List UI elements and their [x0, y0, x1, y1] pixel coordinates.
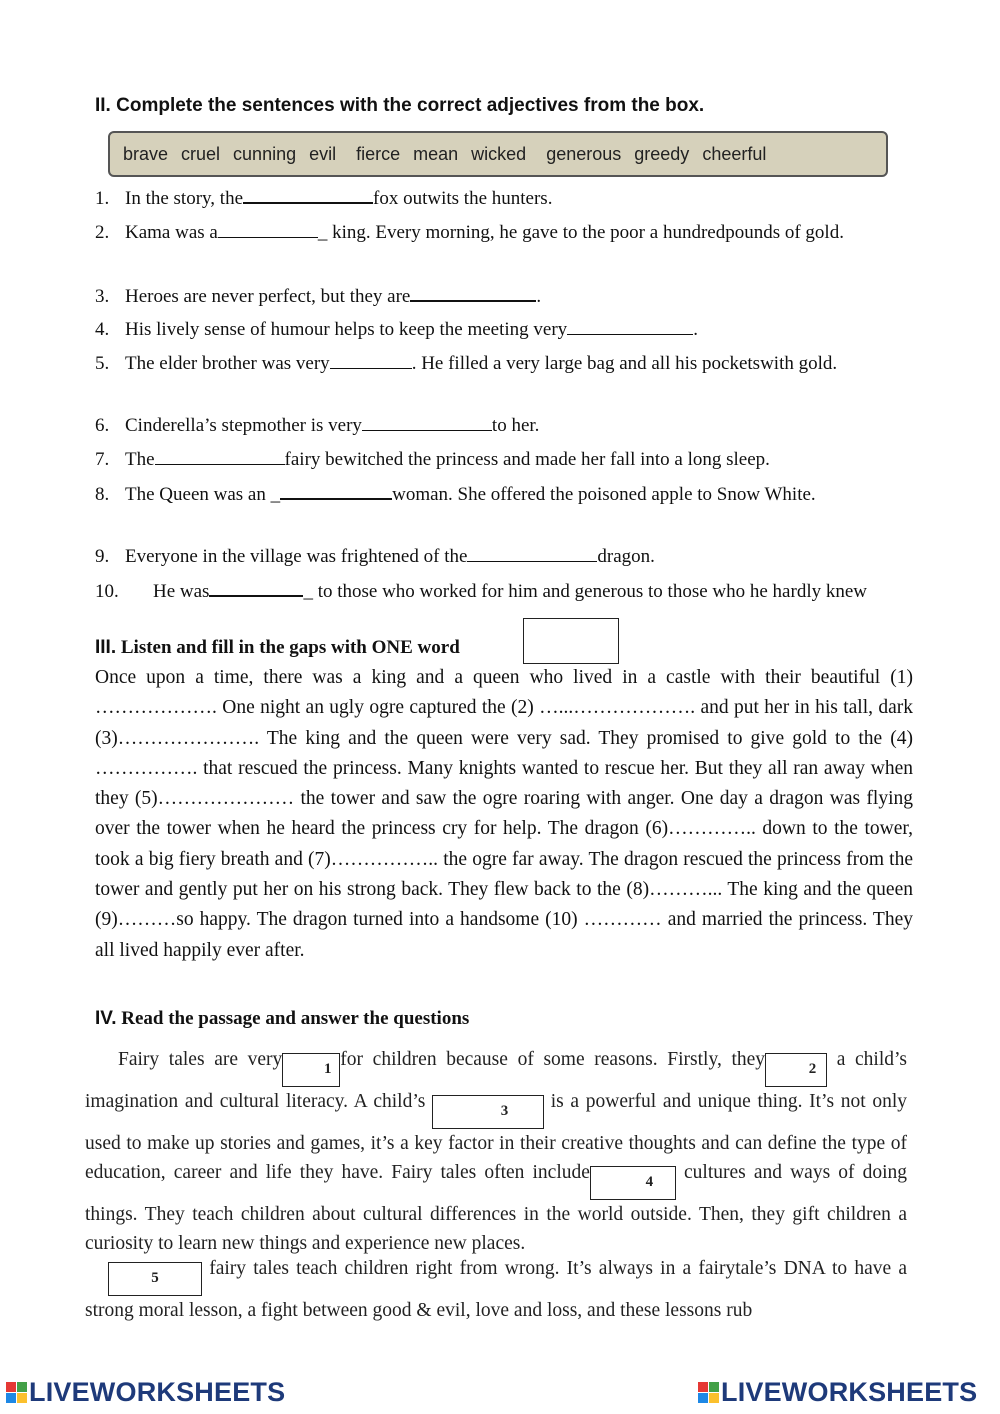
adjective-word-box: [108, 131, 888, 177]
logo-text: LIVEWORKSHEETS: [29, 1377, 286, 1407]
answer-blank[interactable]: [410, 281, 536, 302]
answer-blank[interactable]: [567, 315, 693, 335]
question-number: 2.: [95, 222, 110, 243]
word-cruel: cruel: [181, 143, 221, 164]
answer-blank[interactable]: [243, 183, 373, 204]
question-text: .: [693, 319, 698, 340]
gap-box-1[interactable]: 1: [282, 1053, 340, 1087]
question-text: fox outwits the hunters.: [373, 188, 553, 209]
answer-blank[interactable]: [467, 542, 597, 562]
logo-squares-icon: [698, 1382, 719, 1403]
question-text: His lively sense of humour helps to keep the meeting very: [125, 319, 568, 340]
word-cheerful: cheerful: [702, 143, 767, 164]
listening-paragraph: Once upon a time, there was a king and a queen who lived in a castle with their beautiful (1) ………………. One night an ugly ogre captured the (2) …...………………. and put her in his tall, dark (3)…………………. The king and the queen were very sad. They promised to give gold to the (4) ……………. that rescued the princess. Many knights wanted to rescue her. But they all ran away when they (5)………………… the tower and saw the ogre roaring with anger. One day a dragon was flying over the tower when he heard the princess cry for help. The dragon (6)………….. down to the tower, took a big fiery breath and (7)…………….. the ogre far away. The dragon rescued the princess from the tower and gently put her on his strong back. They flew back to the (8)………... The king and the queen (9)………so happy. The dragon turned into a handsome (10) ………… and married the princess. They all lived happily ever after.: [95, 667, 913, 961]
question-9: [95, 542, 895, 571]
liveworksheets-logo-left: [6, 1377, 285, 1408]
question-number: 6.: [95, 415, 110, 436]
gap-box-2[interactable]: 2: [765, 1053, 827, 1087]
question-text: _ to those who worked for him and generous to those who he hardly knew: [303, 581, 868, 602]
question-3: [95, 281, 895, 311]
passage-text: fairy tales teach children right from wrong. It’s always in a fairytale’s DNA to have a strong moral lesson, a fight between good & evil, love and loss, and these lessons rub: [85, 1258, 908, 1321]
question-text: dragon.: [597, 546, 655, 567]
word-brave: brave: [123, 143, 169, 164]
section-title: Listen and fill in the gaps with ONE word: [120, 637, 460, 658]
answer-blank[interactable]: [155, 445, 285, 465]
gap-box-4[interactable]: 4: [590, 1166, 676, 1200]
question-text: Cinderella’s stepmother is very: [125, 415, 362, 436]
question-text: Everyone in the village was frightened of the: [125, 546, 468, 567]
liveworksheets-logo-right: [698, 1377, 977, 1408]
question-number: 10.: [95, 581, 119, 602]
passage-text: a child’s imagination and cultural literacy. A child’s: [85, 1049, 908, 1112]
answer-blank[interactable]: [362, 411, 492, 431]
question-text: In the story, the: [125, 188, 244, 209]
question-text: The Queen was an _: [125, 484, 281, 505]
question-text: The: [125, 449, 155, 470]
question-8: [95, 479, 895, 509]
passage-text: cultures and ways of doing things. They teach children about cultural differences in the world outside. Then, they gift children a curiosity to learn new things and experience new places.: [85, 1162, 908, 1254]
question-number: 5.: [95, 353, 110, 374]
question-number: 3.: [95, 286, 110, 307]
gap-box-5[interactable]: 5: [108, 1262, 202, 1296]
passage-text: Fairy tales are very: [118, 1049, 283, 1070]
question-number: 1.: [95, 188, 110, 209]
question-text: Kama was a: [125, 222, 218, 243]
question-7: [95, 445, 895, 474]
word-fierce: fierce: [356, 143, 401, 164]
logo-text: LIVEWORKSHEETS: [721, 1377, 978, 1407]
question-text: _ king. Every morning, he gave to the poor a hundredpounds of gold.: [317, 222, 844, 243]
question-4: [95, 315, 895, 344]
reading-paragraph-1: [85, 1045, 907, 1258]
answer-blank[interactable]: [330, 349, 412, 369]
answer-blank[interactable]: [209, 576, 303, 597]
word-generous: generous: [546, 143, 622, 164]
section-2-heading: II. Complete the sentences with the correct adjectives from the box.: [95, 95, 705, 116]
logo-squares-icon: [6, 1382, 27, 1403]
question-5: [95, 349, 895, 378]
question-2: [95, 218, 895, 247]
question-number: 9.: [95, 546, 110, 567]
question-10: [95, 576, 895, 604]
question-6: [95, 411, 895, 440]
answer-blank[interactable]: [280, 479, 392, 500]
question-text: woman. She offered the poisoned apple to Snow White.: [392, 484, 816, 505]
word-cunning: cunning: [233, 143, 297, 164]
audio-answer-box[interactable]: [523, 618, 619, 664]
word-evil: evil: [309, 143, 337, 164]
word-wicked: wicked: [471, 143, 527, 164]
question-text: The elder brother was very: [125, 353, 330, 374]
question-text: Heroes are never perfect, but they are: [125, 286, 411, 307]
word-greedy: greedy: [634, 143, 690, 164]
reading-paragraph-2: [85, 1254, 907, 1325]
question-text: . He filled a very large bag and all his pocketswith gold.: [411, 353, 838, 374]
section-3-heading: [95, 637, 460, 659]
passage-text: for children because of some reasons. Firstly, they: [340, 1049, 766, 1070]
section-number: IV.: [95, 1008, 117, 1029]
gap-box-3[interactable]: 3: [432, 1095, 544, 1129]
question-1: [95, 183, 895, 213]
question-number: 8.: [95, 484, 110, 505]
section-4-heading: [95, 1008, 469, 1030]
section-title: Read the passage and answer the questions: [121, 1008, 470, 1029]
question-text: .: [536, 286, 542, 307]
section-number: III.: [95, 637, 117, 658]
answer-blank[interactable]: [218, 218, 318, 238]
question-text: He was: [153, 581, 210, 602]
question-number: 4.: [95, 319, 110, 340]
word-mean: mean: [413, 143, 459, 164]
question-text: fairy bewitched the princess and made her fall into a long sleep.: [284, 449, 770, 470]
question-text: to her.: [491, 415, 540, 436]
passage-text: is a powerful and unique thing. It’s not only used to make up stories and games, it’s a key factor in their creative thoughts and can define the type of education, career and life they have. Fairy tales often include: [85, 1091, 908, 1183]
question-number: 7.: [95, 449, 110, 470]
